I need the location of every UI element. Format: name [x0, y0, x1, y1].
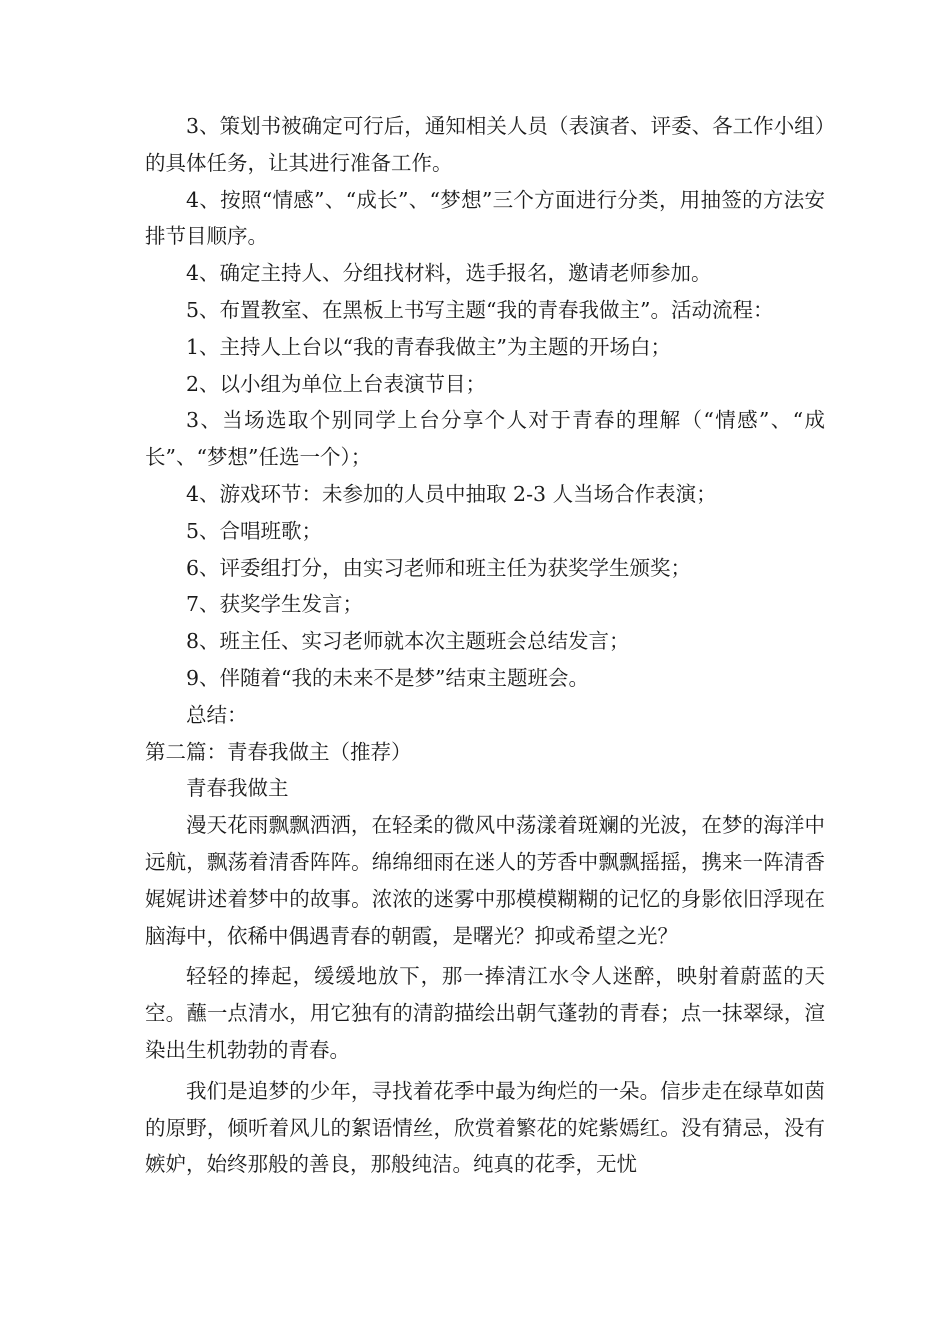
paragraph-flow-step-2: 2、以小组为单位上台表演节目； [186, 371, 487, 396]
paragraph-summary: 总结： [186, 702, 248, 727]
essay-paragraph: 轻轻的捧起，缓缓地放下，那一捧清江水令人迷醉，映射着蔚蓝的天空。蘸一点清水，用它独有的清韵描绘出朝气蓬勃的青春；点一抹翠绿，渲染出生机勃勃的青春。 [145, 964, 825, 1062]
document-body [145, 108, 825, 1183]
paragraph-flow-step-3: 3、当场选取个别同学上台分享个人对于青春的理解（“情感”、“成长”、“梦想”任选一个）； [145, 408, 825, 470]
section-heading: 第二篇：青春我做主（推荐） [145, 739, 412, 764]
paragraph-flow-step-5: 5、合唱班歌； [186, 518, 323, 543]
essay-paragraph: 漫天花雨飘飘洒洒，在轻柔的微风中荡漾着斑斓的光波，在梦的海洋中远航，飘荡着清香阵阵。绵绵细雨在迷人的芳香中飘飘摇摇，携来一阵清香娓娓讲述着梦中的故事。浓浓的迷雾中那模模糊糊的记忆的身影依旧浮现在脑海中，依稀中偶遇青春的朝霞，是曙光？抑或希望之光？ [145, 813, 825, 948]
paragraph-flow-step-7: 7、获奖学生发言； [186, 592, 364, 617]
essay-paragraph: 我们是追梦的少年，寻找着花季中最为绚烂的一朵。信步走在绿草如茵的原野，倾听着风儿的絮语情丝，欣赏着繁花的姹紫嫣红。没有猜忌，没有嫉妒，始终那般的善良，那般纯洁。纯真的花季，无忧 [145, 1078, 825, 1177]
section-title: 青春我做主 [186, 776, 289, 801]
paragraph-flow-step-9: 9、伴随着“我的未来不是梦”结束主题班会。 [186, 665, 590, 690]
paragraph-flow-step-4: 4、游戏环节：未参加的人员中抽取 2-3 人当场合作表演； [186, 481, 717, 506]
paragraph-prep-step-4a: 4、按照“情感”、“成长”、“梦想”三个方面进行分类，用抽签的方法安排节目顺序。 [145, 187, 825, 249]
paragraph-flow-step-8: 8、班主任、实习老师就本次主题班会总结发言； [186, 629, 630, 654]
paragraph-flow-step-1: 1、主持人上台以“我的青春我做主”为主题的开场白； [186, 334, 672, 359]
paragraph-flow-step-6: 6、评委组打分，由实习老师和班主任为获奖学生颁奖； [186, 555, 692, 580]
paragraph-prep-step-4b: 4、确定主持人、分组找材料，选手报名，邀请老师参加。 [186, 261, 712, 286]
paragraph-prep-step-3: 3、策划书被确定可行后，通知相关人员（表演者、评委、各工作小组）的具体任务，让其进行准备工作。 [145, 114, 825, 175]
paragraph-prep-step-5: 5、布置教室、在黑板上书写主题“我的青春我做主”。活动流程： [186, 297, 774, 322]
